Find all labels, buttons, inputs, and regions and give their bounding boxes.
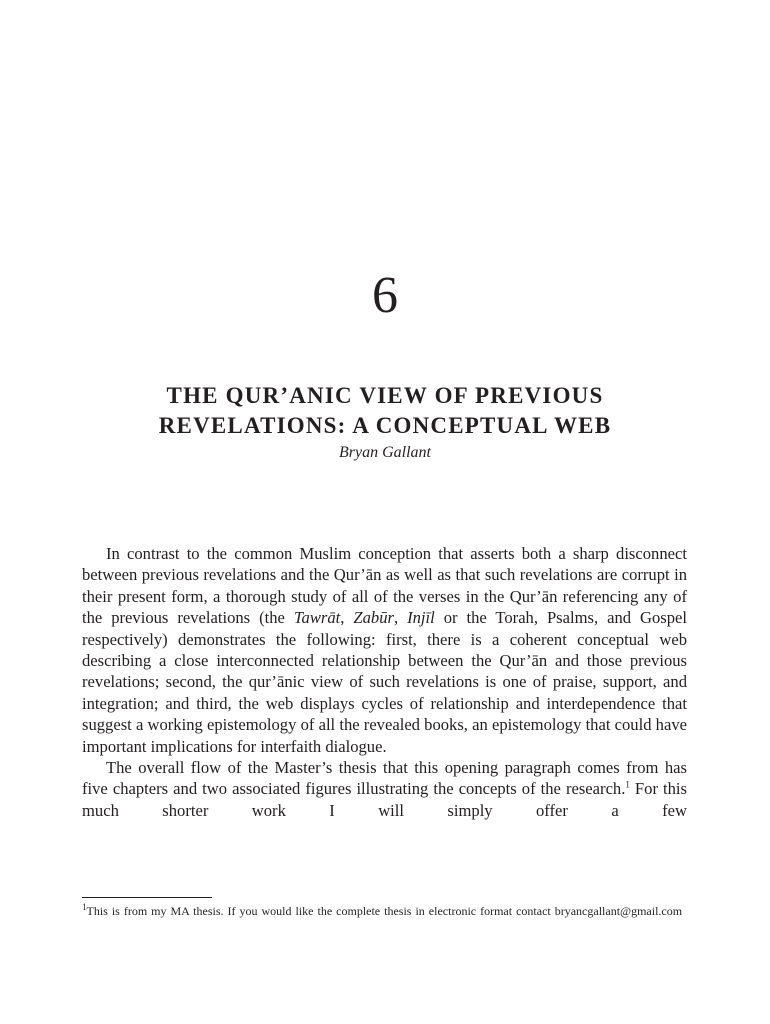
paragraph-1-text-a: In contrast to the common Muslim conception that asserts both a sharp disconnect between previous revelations and the Qur’ān as well as that such revelations are corrupt in their present form, a thorough study of all of the verses in the Qur’ān referencing any of the previous revelations (the [82, 544, 687, 628]
term-zabur: Zabūr [353, 608, 394, 628]
chapter-title-line-1: THE QUR’ANIC VIEW OF PREVIOUS [166, 383, 604, 408]
body-text [82, 543, 687, 821]
footnote-divider [82, 897, 212, 898]
footnote-marker: 1 [82, 902, 87, 912]
chapter-number: 6 [372, 267, 398, 324]
separator-comma-2: , [393, 608, 408, 628]
footnote-text: This is from my MA thesis. If you would like the complete thesis in electronic format contact bryancgallant@gmail.com [86, 904, 683, 918]
paragraph-1-text-b: or the Torah, Psalms, and Gospel respectively) demonstrates the following: first, there is a coherent conceptual web describing a close interconnected relationship between the Qur’ān and those previous revelations; second, the qur’ānic view of such revelations is one of praise, support, and integration; and third, the web displays cycles of relationship and interdependence that suggest a working epistemology of all the revealed books, an epistemology that could have important implications for interfaith dialogue. [82, 608, 688, 756]
chapter-title [0, 381, 770, 441]
chapter-title-line-2: REVELATIONS: A CONCEPTUAL WEB [158, 413, 612, 438]
footnote [82, 903, 687, 920]
paragraph-1 [82, 543, 687, 757]
separator-comma: , [340, 608, 354, 628]
term-injil: Injīl [407, 608, 435, 628]
paragraph-2-text-a: The overall flow of the Master’s thesis that this opening paragraph comes from has five chapters and two associated figures illustrating the concepts of the research. [82, 758, 687, 799]
paragraph-2 [82, 757, 687, 821]
term-tawrat: Tawrāt [293, 608, 341, 628]
footnote-reference[interactable]: 1 [625, 779, 630, 790]
paragraph-2-text-b: For this much shorter work I will simply offer a few [82, 779, 687, 820]
author-name: Bryan Gallant [339, 444, 431, 461]
